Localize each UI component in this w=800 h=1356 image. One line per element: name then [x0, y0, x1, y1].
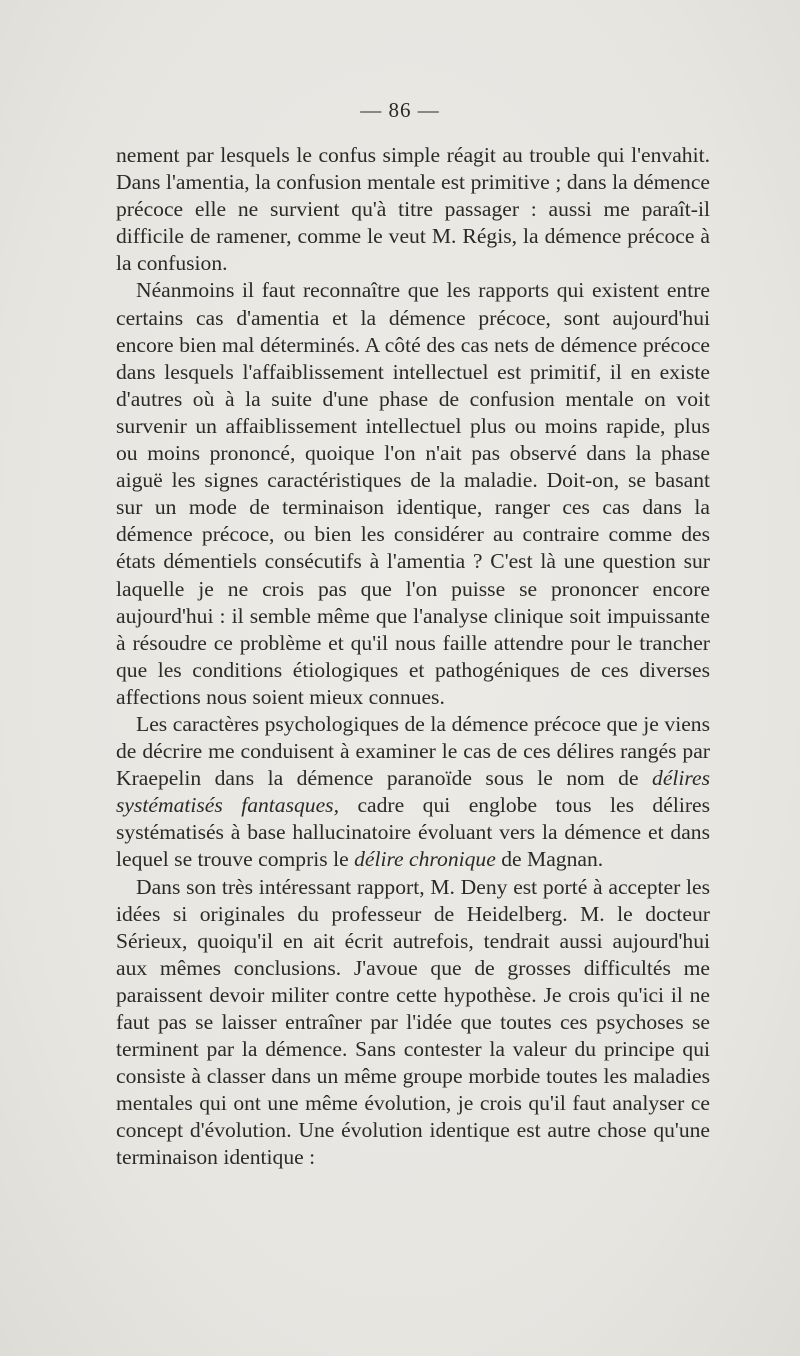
- page-number: — 86 —: [360, 98, 440, 122]
- paragraph-3: [116, 711, 710, 874]
- body-text: [116, 142, 710, 1172]
- paragraph-2: Néanmoins il faut reconnaître que les rapports qui existent entre certains cas d'amentia et la démence précoce, sont aujourd'hui encore bien mal déterminés. A côté des cas nets de démence précoce dans lesquels l'affaiblissement intellectuel est primitif, il en existe d'autres où à la suite d'une phase de confusion mentale on voit survenir un affaiblissement intellectuel plus ou moins rapide, plus ou moins prononcé, quoique l'on n'ait pas observé dans la phase aiguë les signes caractéristiques de la maladie. Doit-on, se basant sur un mode de terminaison identique, ranger ces cas dans la démence précoce, ou bien les considérer au contraire comme des états démentiels consécutifs à l'amentia ? C'est là une question sur laquelle je ne crois pas que l'on puisse se prononcer encore aujourd'hui : il semble même que l'analyse clinique soit impuissante à résoudre ce problème et qu'il nous faille attendre pour le trancher que les conditions étiologiques et pathogéniques de ces diverses affections nous soient mieux connues.: [116, 278, 710, 709]
- paragraph-3-end: de Magnan.: [501, 847, 604, 872]
- italic-term-delires-systematises: délires systématisés fantasques,: [116, 766, 710, 818]
- paragraph-1: nement par lesquels le confus simple réagit au trouble qui l'envahit. Dans l'amentia, la confusion mentale est primitive ; dans la démence précoce elle ne survient qu'à titre passager : aussi me paraît-il difficile de ramener, comme le veut M. Régis, la démence précoce à la confusion.: [116, 143, 710, 276]
- paragraph-3-middle: cadre qui englobe tous les délires systématisés à base hallucinatoire évoluant vers la démence et dans lequel se trouve compris le: [116, 793, 710, 872]
- paragraph-3-start: Les caractères psychologiques de la démence précoce que je viens de décrire me conduisent à examiner le cas de ces délires rangés par Kraepelin dans la démence paranoïde sous le nom de: [116, 711, 710, 791]
- italic-term-delire-chronique: délire chronique: [354, 847, 496, 872]
- paragraph-4: Dans son très intéressant rapport, M. Deny est porté à accepter les idées si originales du professeur de Heidelberg. M. le docteur Sérieux, quoiqu'il en ait écrit autrefois, tendrait aussi aujourd'hui aux mêmes conclusions. J'avoue que de grosses difficultés me paraissent devoir militer contre cette hypothèse. Je crois qu'ici il ne faut pas se laisser entraîner par l'idée que toutes ces psychoses se terminent par la démence. Sans contester la valeur du principe qui consiste à classer dans un même groupe morbide toutes les maladies mentales qui ont une même évolution, je crois qu'il faut analyser ce concept d'évolution. Une évolution identique est autre chose qu'une terminaison identique :: [116, 874, 710, 1170]
